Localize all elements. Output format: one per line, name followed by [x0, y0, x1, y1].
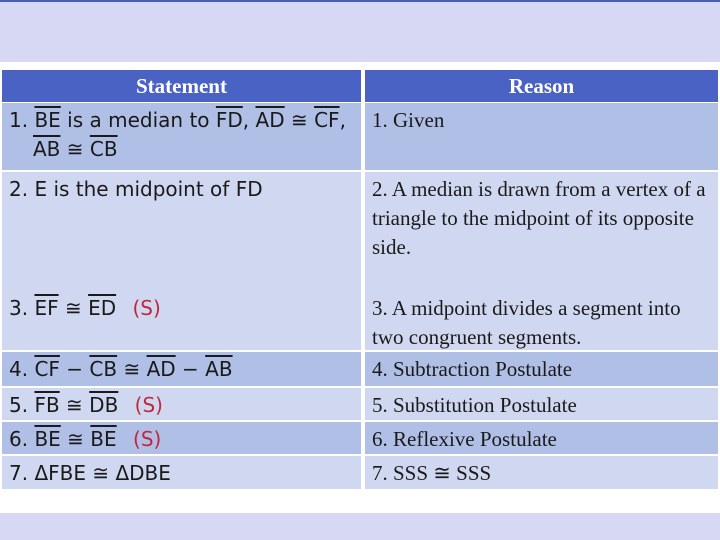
reason-cell-4: 4. Subtraction Postulate [365, 352, 718, 386]
reason-cell-3: 3. A midpoint divides a segment into two congruent segments. [365, 291, 718, 350]
statement-cell-3: 3. $\overline{EF}$ ≅ $\overline{ED}$ (S) [2, 291, 361, 350]
statement-cell-5: 5. $\overline{FB}$ ≅ $\overline{DB}$ (S) [2, 388, 361, 420]
reason-header: Reason [365, 70, 718, 102]
slide-footer-band [0, 513, 720, 540]
side-mark: (S) [134, 393, 163, 417]
reason-cell-1: 1. Given [365, 103, 718, 170]
statement-cell-1: 1. $\overline{BE}$ is a median to $\overline{FD}$, $\overline{AD}$ ≅ $\overline{CF}$, $\overline{AB}$ ≅ $\overline{CB}$ [2, 103, 361, 170]
side-mark: (S) [132, 296, 161, 320]
slide-title-band [0, 0, 720, 62]
side-mark: (S) [133, 427, 162, 451]
statement-cell-4: 4. $\overline{CF} - \overline{CB}$ ≅ $\overline{AD} - \overline{AB}$ [2, 352, 361, 386]
statement-cell-6: 6. $\overline{BE}$ ≅ $\overline{BE}$ (S) [2, 422, 361, 454]
reason-cell-2: 2. A median is drawn from a vertex of a triangle to the midpoint of its opposite side. [365, 172, 718, 291]
statement-header: Statement [2, 70, 361, 102]
statement-cell-7: 7. ΔFBE ≅ ΔDBE [2, 456, 361, 489]
proof-table [0, 68, 720, 489]
statement-cell-2: 2. E is the midpoint of FD [2, 172, 361, 291]
reason-cell-5: 5. Substitution Postulate [365, 388, 718, 420]
reason-cell-6: 6. Reflexive Postulate [365, 422, 718, 454]
reason-cell-7: 7. SSS ≅ SSS [365, 456, 718, 489]
